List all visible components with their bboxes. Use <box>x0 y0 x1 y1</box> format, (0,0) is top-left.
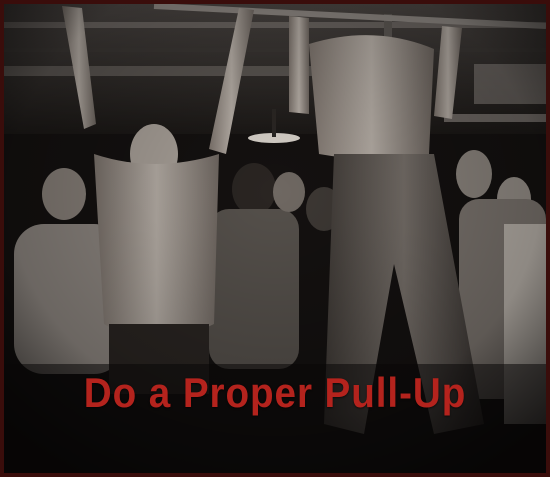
headline-title: Do a Proper Pull-Up <box>83 369 467 416</box>
